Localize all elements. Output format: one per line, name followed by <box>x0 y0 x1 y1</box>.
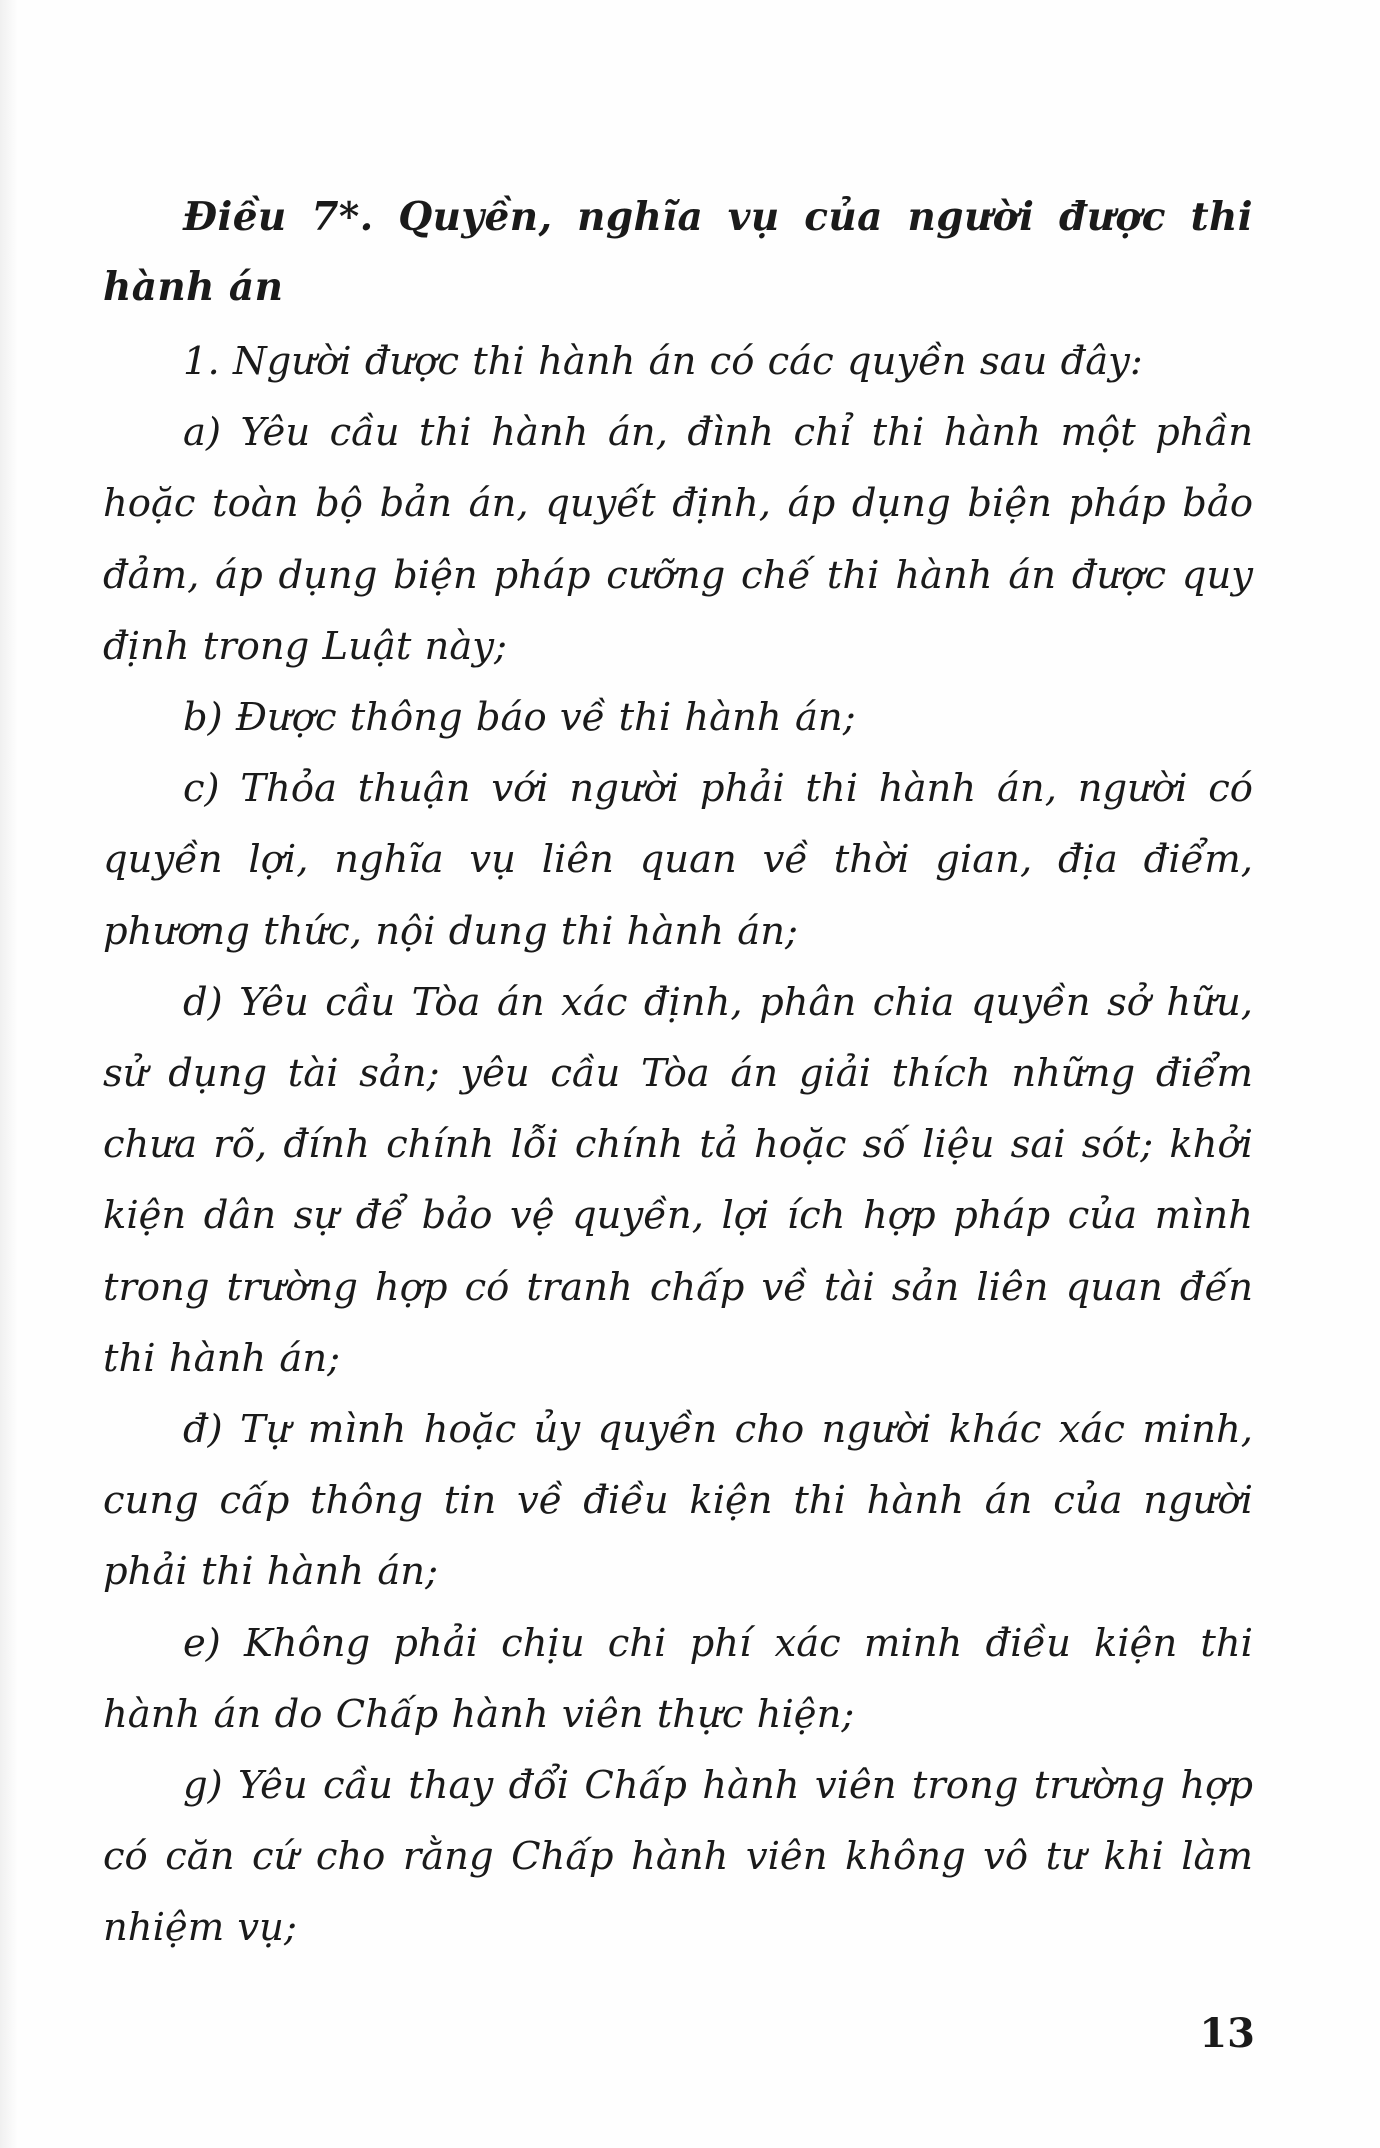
paragraph-item-d: d) Yêu cầu Tòa án xác định, phân chia quyền sở hữu, sử dụng tài sản; yêu cầu Tòa án giải thích những điểm chưa rõ, đính chính lỗi chính tả hoặc số liệu sai sót; khởi kiện dân sự để bảo vệ quyền, lợi ích hợp pháp của mình trong trường hợp có tranh chấp về tài sản liên quan đến thi hành án; <box>103 979 1253 1381</box>
paragraph-item-e: e) Không phải chịu chi phí xác minh điều kiện thi hành án do Chấp hành viên thực hiện; <box>103 1620 1253 1737</box>
page-content <box>103 182 1253 1964</box>
article-heading: Điều 7*. Quyền, nghĩa vụ của người được thi hành án <box>103 194 1253 310</box>
paragraph-item-dd: đ) Tự mình hoặc ủy quyền cho người khác xác minh, cung cấp thông tin về điều kiện thi hành án của người phải thi hành án; <box>103 1407 1253 1595</box>
paragraph-item-a: a) Yêu cầu thi hành án, đình chỉ thi hành một phần hoặc toàn bộ bản án, quyết định, áp dụng biện pháp bảo đảm, áp dụng biện pháp cưỡng chế thi hành án được quy định trong Luật này; <box>103 410 1253 669</box>
page-edge-shadow <box>0 0 18 2148</box>
page-number: 13 <box>1199 2010 1255 2057</box>
paragraph-item-b: b) Được thông báo về thi hành án; <box>183 695 856 741</box>
paragraph-item-c: c) Thỏa thuận với người phải thi hành án, người có quyền lợi, nghĩa vụ liên quan về thời gian, địa điểm, phương thức, nội dung thi hành án; <box>103 766 1253 954</box>
paragraph-item-g: g) Yêu cầu thay đổi Chấp hành viên trong trường hợp có căn cứ cho rằng Chấp hành viên không vô tư khi làm nhiệm vụ; <box>103 1763 1253 1951</box>
paragraph-rights-intro: 1. Người được thi hành án có các quyền sau đây: <box>183 339 1143 384</box>
